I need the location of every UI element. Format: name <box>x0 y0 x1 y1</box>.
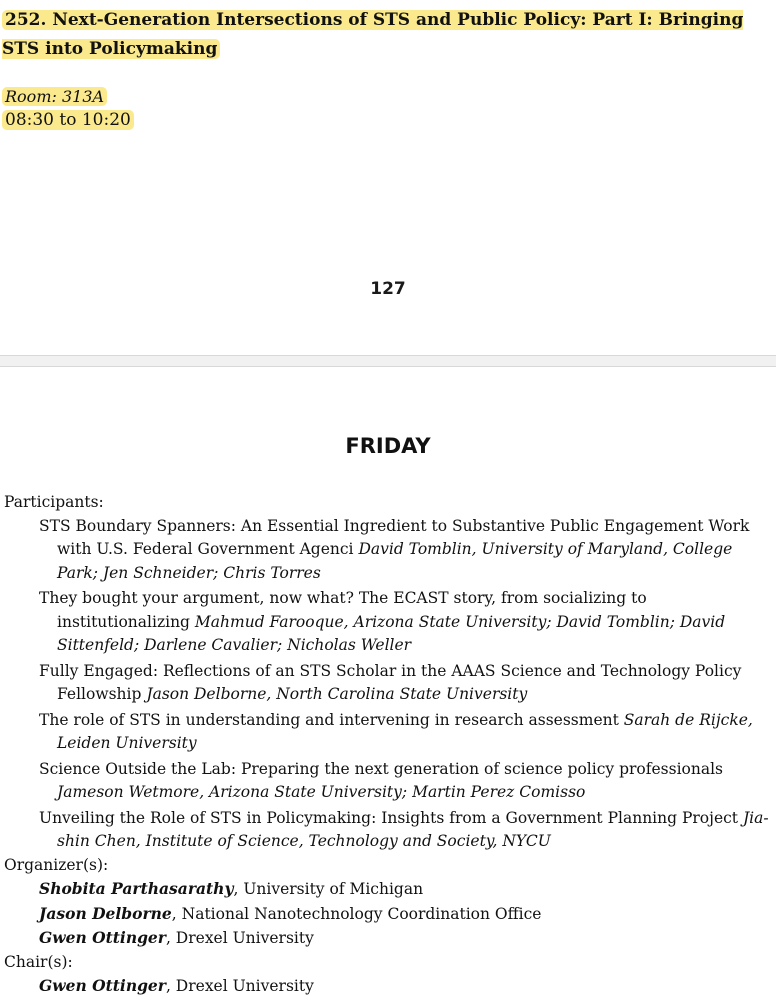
paper-presenters: Mahmud Farooque, Arizona State University; David Tomblin; David Sittenfeld; Darlene Cavalier; Nicholas Weller <box>57 612 726 654</box>
organizer-name: Jason Delborne <box>39 903 172 923</box>
paper-title: Fully Engaged: Reflections of an STS Scholar in the AAAS Science and Technology Policy Fellowship <box>39 661 742 703</box>
chair-item <box>39 974 772 999</box>
session-title-text: 252. Next-Generation Intersections of STS and Public Policy: Part I: Bringing STS into Policymaking <box>2 10 744 59</box>
organizer-affiliation: , Drexel University <box>165 929 314 947</box>
organizer-item <box>39 902 772 927</box>
participant-item <box>39 807 772 854</box>
paper-title: They bought your argument, now what? The ECAST story, from socializing to institutionalizing <box>39 589 647 631</box>
paper-presenters: Sarah de Rijcke, Leiden University <box>57 710 753 752</box>
page-break-divider <box>0 355 776 367</box>
paper-presenters: Jameson Wetmore, Arizona State University; Martin Perez Comisso <box>57 783 586 801</box>
organizer-item <box>39 926 772 951</box>
time-text: 08:30 to 10:20 <box>2 110 134 130</box>
participant-item <box>39 709 772 756</box>
organizer-item <box>39 877 772 902</box>
chairs-list <box>4 974 772 999</box>
participant-item <box>39 758 772 805</box>
organizer-name: Gwen Ottinger <box>39 928 166 947</box>
room-line <box>2 86 107 108</box>
organizer-name: Shobita Parthasarathy <box>39 879 234 898</box>
participants-label: Participants: <box>4 493 104 511</box>
paper-title: STS Boundary Spanners: An Essential Ingredient to Substantive Public Engagement Work with U.S. Federal Government Agenci <box>39 516 750 558</box>
paper-title: Unveiling the Role of STS in Policymaking: Insights from a Government Planning Project <box>39 808 739 827</box>
session-details <box>4 491 772 999</box>
participant-item <box>39 660 772 707</box>
day-heading: FRIDAY <box>345 434 431 458</box>
organizers-list <box>4 877 772 951</box>
organizer-affiliation: , University of Michigan <box>233 880 424 898</box>
page-number: 127 <box>370 279 406 299</box>
organizers-label: Organizer(s): <box>4 855 109 874</box>
paper-presenters: David Tomblin, University of Maryland, College Park; Jen Schneider; Chris Torres <box>57 540 733 582</box>
session-title <box>2 6 772 64</box>
time-line <box>2 109 134 131</box>
participants-list <box>4 515 772 854</box>
paper-presenters: Jia-shin Chen, Institute of Science, Technology and Society, NYCU <box>57 808 769 850</box>
paper-title: Science Outside the Lab: Preparing the next generation of science policy professionals <box>39 759 723 778</box>
participant-item <box>39 515 772 586</box>
chair-affiliation: , Drexel University <box>165 977 314 995</box>
participant-item <box>39 587 772 658</box>
paper-presenters: Jason Delborne, North Carolina State University <box>146 685 528 703</box>
chairs-label: Chair(s): <box>4 952 73 971</box>
organizer-affiliation: , National Nanotechnology Coordination Office <box>171 904 542 923</box>
room-text: Room: 313A <box>2 87 107 106</box>
chair-name: Gwen Ottinger <box>39 976 166 995</box>
paper-title: The role of STS in understanding and intervening in research assessment <box>39 710 619 729</box>
